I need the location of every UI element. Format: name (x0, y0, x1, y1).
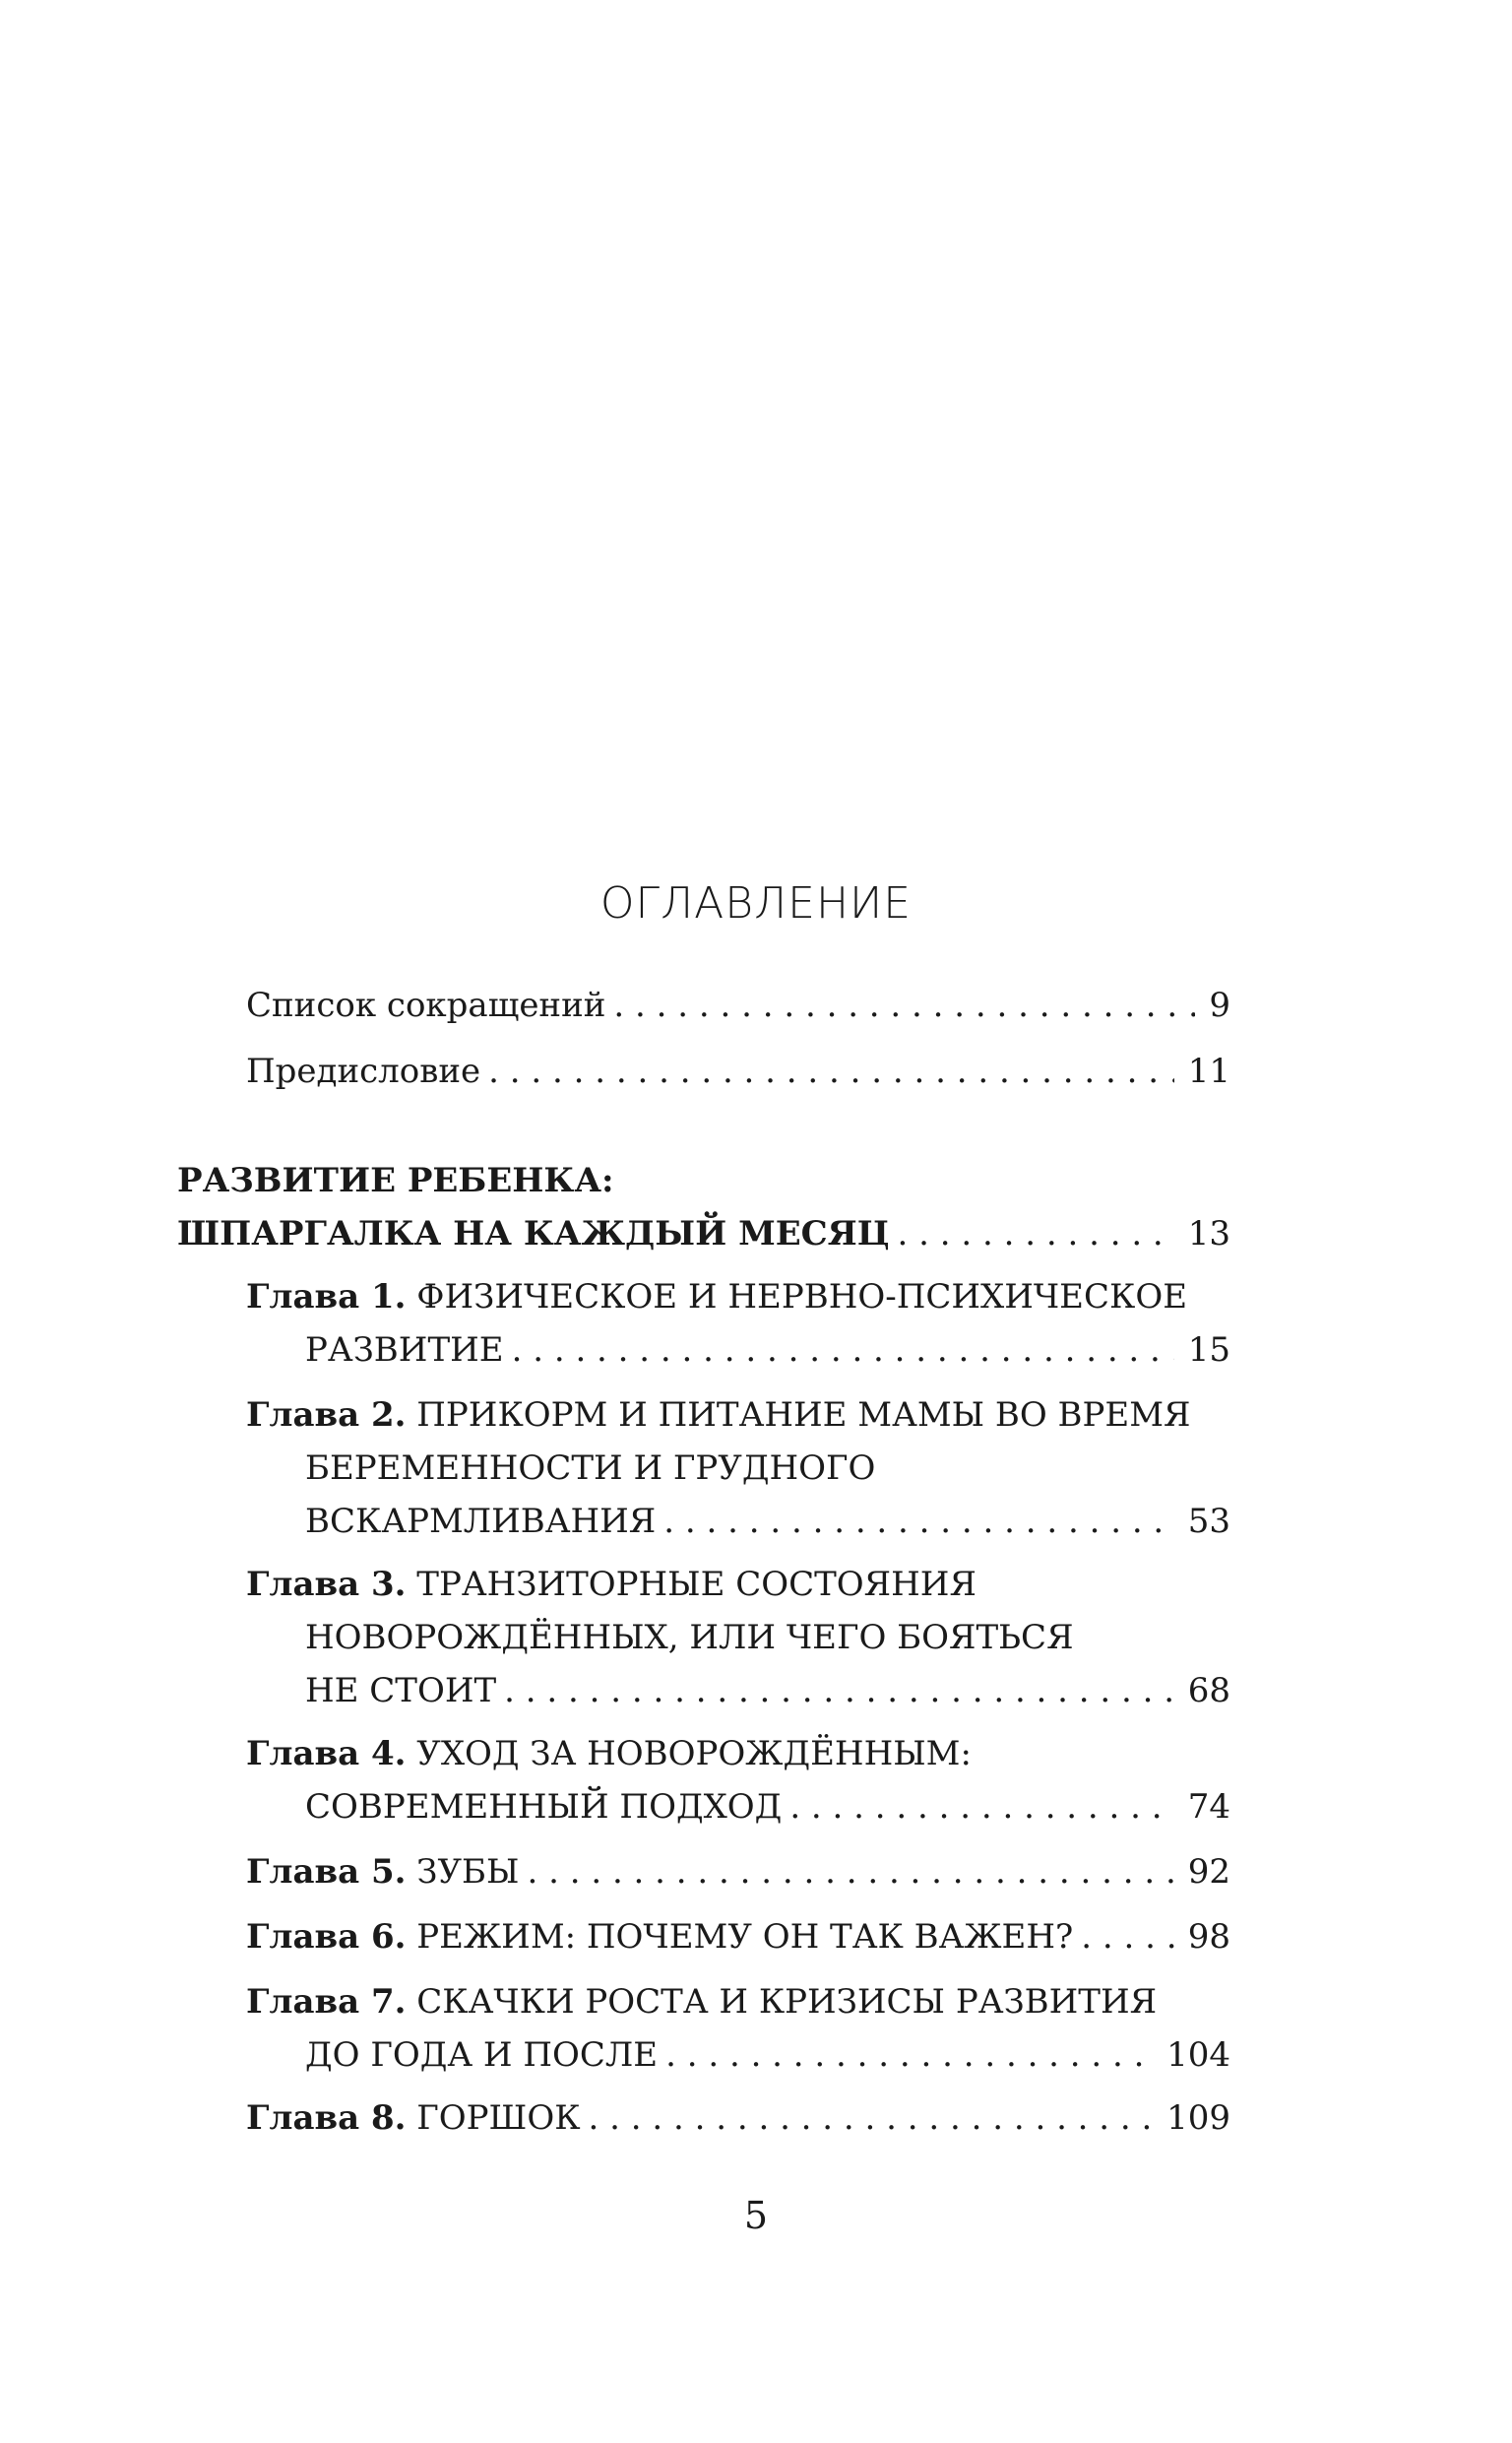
chapter-title: ПРИКОРМ И ПИТАНИЕ МАМЫ ВО ВРЕМЯ (416, 1395, 1191, 1435)
toc-page-number: 15 (1187, 1330, 1230, 1370)
toc-chapter-3-line1 (246, 1560, 1230, 1609)
toc-entry-part1[interactable] (177, 1209, 1230, 1258)
toc-entry-chapter-8[interactable] (246, 2093, 1230, 2143)
chapter-title: ГОРШОК (416, 2098, 581, 2138)
dot-leader (527, 1847, 1173, 1897)
toc-entry-title: Список сокращений (246, 986, 606, 1025)
toc-page-number: 11 (1187, 1052, 1230, 1091)
chapter-number: Глава 3. (246, 1565, 407, 1604)
chapter-title: ФИЗИЧЕСКОЕ И НЕРВНО-ПСИХИЧЕСКОЕ (416, 1277, 1188, 1317)
toc-page-number: 98 (1187, 1917, 1230, 1957)
chapter-title: ТРАНЗИТОРНЫЕ СОСТОЯНИЯ (416, 1565, 976, 1604)
page-number: 5 (743, 2194, 769, 2237)
toc-page-number: 74 (1187, 1787, 1230, 1827)
toc-page-number: 109 (1166, 2098, 1230, 2138)
toc-page-number: 13 (1187, 1214, 1230, 1254)
chapter-number: Глава 7. (246, 1982, 407, 2022)
dot-leader (663, 1497, 1173, 1546)
toc-chapter-4-line1 (246, 1729, 1230, 1778)
chapter-title: ЗУБЫ (416, 1852, 520, 1892)
chapter-title: СКАЧКИ РОСТА И КРИЗИСЫ РАЗВИТИЯ (416, 1982, 1158, 2022)
toc-entry-chapter-1[interactable] (305, 1325, 1230, 1375)
toc-entry-preface[interactable] (246, 1047, 1230, 1096)
toc-chapter-7-line1 (246, 1977, 1230, 2026)
chapter-number: Глава 1. (246, 1277, 407, 1317)
toc-entry-abbreviations[interactable] (246, 981, 1230, 1030)
chapter-title: УХОД ЗА НОВОРОЖДЁННЫМ: (416, 1734, 972, 1773)
chapter-title-cont: БЕРЕМЕННОСТИ И ГРУДНОГО (305, 1448, 876, 1488)
toc-chapter-2-line2 (305, 1444, 1230, 1493)
toc-part-title-line1: РАЗВИТИЕ РЕБЕНКА: (177, 1161, 614, 1200)
toc-page-number: 53 (1187, 1502, 1230, 1541)
chapter-title-cont: РАЗВИТИЕ (305, 1330, 504, 1370)
toc-page-number: 9 (1209, 986, 1230, 1025)
chapter-title-cont: ВСКАРМЛИВАНИЯ (305, 1502, 657, 1541)
toc-entry-chapter-3[interactable] (305, 1666, 1230, 1715)
toc-entry-chapter-4[interactable] (305, 1782, 1230, 1832)
toc-chapter-2-line1 (246, 1390, 1230, 1440)
dot-leader (504, 1666, 1174, 1715)
dot-leader (589, 2093, 1154, 2143)
chapter-number: Глава 6. (246, 1917, 407, 1957)
dot-leader (898, 1209, 1174, 1258)
toc-part-heading (177, 1156, 1230, 1205)
dot-leader (488, 1047, 1174, 1096)
dot-leader (512, 1325, 1174, 1375)
toc-entry-title: Предисловие (246, 1052, 481, 1091)
chapter-title-cont: НЕ СТОИТ (305, 1671, 497, 1710)
chapter-title-cont: ДО ГОДА И ПОСЛЕ (305, 2035, 659, 2075)
dot-leader (789, 1782, 1173, 1832)
toc-part-title-line2: ШПАРГАЛКА НА КАЖДЫЙ МЕСЯЦ (177, 1214, 890, 1254)
toc-entry-chapter-2[interactable] (305, 1497, 1230, 1546)
toc-entry-chapter-7[interactable] (305, 2030, 1230, 2080)
dot-leader (1081, 1912, 1174, 1961)
chapter-number: Глава 2. (246, 1395, 407, 1435)
toc-entry-chapter-5[interactable] (246, 1847, 1230, 1897)
chapter-number: Глава 5. (246, 1852, 407, 1892)
toc-heading: ОГЛАВЛЕНИЕ (599, 878, 913, 929)
toc-page-number: 104 (1166, 2035, 1230, 2075)
toc-chapter-1-line1 (246, 1272, 1230, 1321)
chapter-number: Глава 4. (246, 1734, 407, 1773)
dot-leader (665, 2030, 1153, 2080)
toc-page-number: 68 (1187, 1671, 1230, 1710)
chapter-title: РЕЖИМ: ПОЧЕМУ ОН ТАК ВАЖЕН? (416, 1917, 1074, 1957)
toc-chapter-3-line2 (305, 1613, 1230, 1662)
chapter-number: Глава 8. (246, 2098, 407, 2138)
toc-entry-chapter-6[interactable] (246, 1912, 1230, 1961)
chapter-title-cont: НОВОРОЖДЁННЫХ, ИЛИ ЧЕГО БОЯТЬСЯ (305, 1618, 1074, 1657)
dot-leader (613, 981, 1195, 1030)
toc-page-number: 92 (1187, 1852, 1230, 1892)
chapter-title-cont: СОВРЕМЕННЫЙ ПОДХОД (305, 1787, 783, 1827)
